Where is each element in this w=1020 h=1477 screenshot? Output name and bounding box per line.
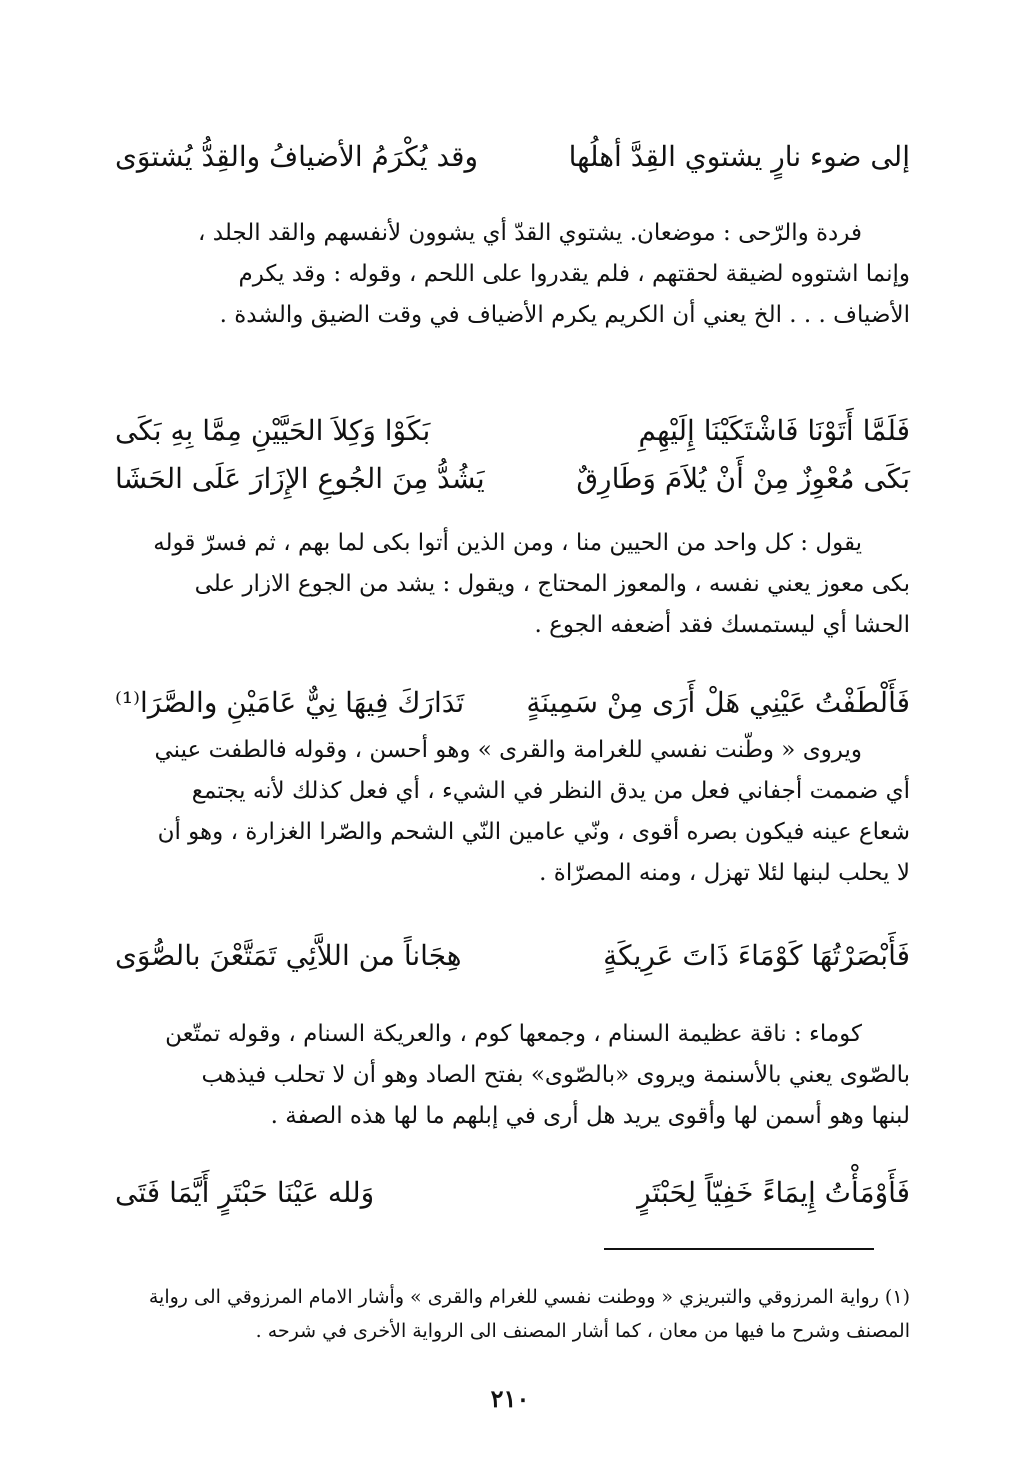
verse-first-hemistich: فَأَوْمَأْتُ إِيمَاءً خَفِيّاً لِحَبْتَرٍ: [637, 1176, 910, 1209]
verse-first-hemistich: بَكَى مُعْوِزٌ مِنْ أَنْ يُلاَمَ وَطَارِقٌ: [576, 462, 910, 495]
footnote-separator: [604, 1248, 874, 1250]
verse-second-hemistich: يَشُدُّ مِنَ الجُوعِ الإِزَارَ عَلَى الحَشَا: [115, 462, 485, 495]
commentary-line: لبنها وهو أسمن لها وأقوى يريد هل أرى في إبلهم ما لها هذه الصفة .: [270, 1103, 910, 1129]
commentary-line: كوماء : ناقة عظيمة السنام ، وجمعها كوم ، والعريكة السنام ، وقوله تمتّعن: [165, 1021, 862, 1047]
footnote-line: (١) رواية المرزوقي والتبريزي « ووطنت نفسي للغرام والقرى » وأشار الامام المرزوقي الى رواية: [148, 1286, 910, 1308]
verse-second-hemistich: بَكَوْا وَكِلاَ الحَيَّيْنِ مِمَّا بِهِ بَكَى: [115, 414, 431, 447]
verse-first-hemistich: فَلَمَّا أَتَوْنَا فَاشْتَكَيْنَا إِلَيْهِمِ: [638, 414, 910, 447]
verse-second-hemistich: هِجَاناً من اللاَّئِي تَمَتَّعْنَ بالصُّوَى: [115, 939, 462, 972]
commentary-line: بالصّوى يعني بالأسنمة ويروى «بالصّوى» بفتح الصاد وهو أن لا تحلب فيذهب: [201, 1062, 910, 1088]
verse-second-hemistich: وَلله عَيْنَا حَبْتَرٍ أَيَّمَا فَتَى: [115, 1176, 375, 1209]
verse-first-hemistich: فَأَبْصَرْتُهَا كَوْمَاءَ ذَاتَ عَرِيكَةٍ: [603, 939, 910, 972]
page-number: ٢١٠: [490, 1384, 530, 1413]
commentary-line: بكى معوز يعني نفسه ، والمعوز المحتاج ، ويقول : يشد من الجوع الازار على: [194, 571, 910, 597]
footnote-line: المصنف وشرح ما فيها من معان ، كما أشار المصنف الى الرواية الأخرى في شرحه .: [255, 1320, 910, 1342]
footnote: [115, 1280, 910, 1348]
commentary-paragraph: [115, 523, 910, 646]
commentary-paragraph: [115, 213, 910, 336]
verse-second-hemistich: وقد يُكْرَمُ الأضيافُ والقِدُّ يُشتوَى: [115, 140, 479, 173]
verse-line: [115, 408, 910, 454]
commentary-line: ويروى « وطّنت نفسي للغرامة والقرى » وهو أحسن ، وقوله فالطفت عيني: [154, 737, 862, 763]
commentary-line: أي ضممت أجفاني فعل من يدق النظر في الشيء ، أي فعل كذلك لأنه يجتمع: [191, 778, 910, 804]
commentary-line: فردة والرّحى : موضعان. يشتوي القدّ أي يشوون لأنفسهم والقد الجلد ،: [198, 220, 862, 246]
commentary-paragraph: [115, 1014, 910, 1137]
commentary-line: لا يحلب لبنها لئلا تهزل ، ومنه المصرّاة .: [539, 860, 910, 886]
verse-line: [115, 456, 910, 502]
commentary-line: شعاع عينه فيكون بصره أقوى ، ونّي عامين النّي الشحم والصّرا الغزارة ، وهو أن: [157, 819, 910, 845]
commentary-line: الحشا أي ليستمسك فقد أضعفه الجوع .: [534, 612, 910, 638]
verse-line: [115, 933, 910, 979]
verse-line: [115, 134, 910, 180]
commentary-paragraph: [115, 730, 910, 894]
verse-line: [115, 680, 910, 726]
verse-line: [115, 1170, 910, 1216]
commentary-line: الأضياف . . . الخ يعني أن الكريم يكرم الأضياف في وقت الضيق والشدة .: [219, 302, 910, 328]
commentary-line: يقول : كل واحد من الحيين منا ، ومن الذين أتوا بكى لما بهم ، ثم فسرّ قوله: [153, 530, 862, 556]
commentary-line: وإنما اشتووه لضيقة لحقتهم ، فلم يقدروا على اللحم ، وقوله : وقد يكرم: [238, 261, 910, 287]
verse-first-hemistich: إلى ضوء نارٍ يشتوي القِدَّ أهلُها: [568, 140, 910, 173]
verse-first-hemistich: فَأَلْطَفْتُ عَيْنِي هَلْ أَرَى مِنْ سَمِينَةٍ: [526, 686, 910, 719]
verse-second-hemistich: تَدَارَكَ فِيهَا نِيٌّ عَامَيْنِ والصَّرَا⁽¹⁾: [115, 686, 465, 719]
